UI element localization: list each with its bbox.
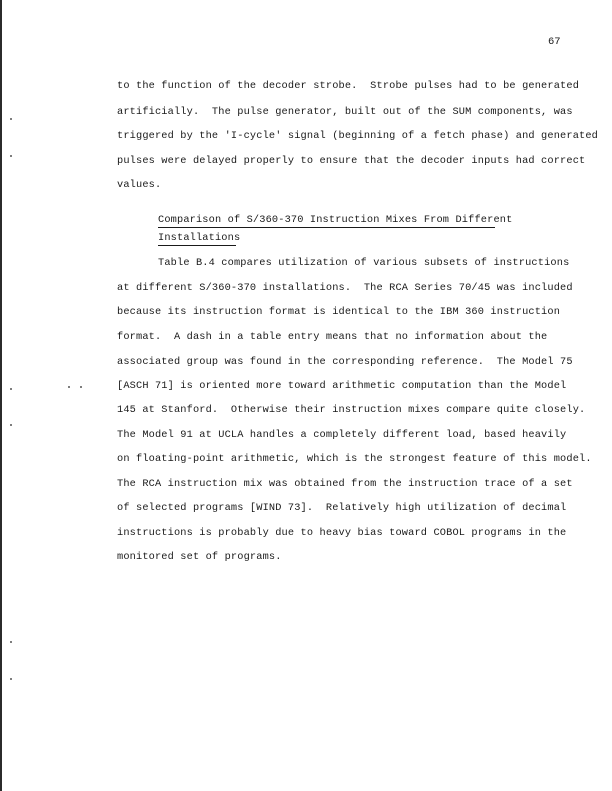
heading-underline: [158, 245, 236, 246]
body-text-line: to the function of the decoder strobe. Strobe pulses had to be generated: [117, 80, 580, 92]
scan-speck: [10, 118, 12, 120]
body-text-line: 145 at Stanford. Otherwise their instruction mixes compare quite closely.: [117, 404, 586, 416]
body-text-line: The RCA instruction mix was obtained from the instruction trace of a set: [117, 478, 573, 490]
body-text-line: The Model 91 at UCLA handles a completely different load, based heavily: [117, 429, 567, 441]
section-heading: Comparison of S/360-370 Instruction Mixes From Different: [158, 214, 513, 226]
body-text-line: [ASCH 71] is oriented more toward arithmetic computation than the Model: [117, 380, 567, 392]
body-text-line: format. A dash in a table entry means that no information about the: [117, 331, 548, 343]
scan-speck: [80, 386, 82, 388]
body-text-line: of selected programs [WIND 73]. Relatively high utilization of decimal: [117, 502, 567, 514]
body-text-line: on floating-point arithmetic, which is the strongest feature of this model.: [117, 453, 592, 465]
body-text-line: artificially. The pulse generator, built out of the SUM components, was: [117, 106, 573, 118]
body-text-line: at different S/360-370 installations. The RCA Series 70/45 was included: [117, 282, 573, 294]
scan-speck: [10, 424, 12, 426]
scan-speck: [10, 388, 12, 390]
body-text-line: triggered by the 'I-cycle' signal (beginning of a fetch phase) and generated: [117, 130, 599, 142]
body-text-line: instructions is probably due to heavy bias toward COBOL programs in the: [117, 527, 567, 539]
heading-underline: [158, 227, 495, 228]
body-text-line: Table B.4 compares utilization of various subsets of instructions: [158, 257, 570, 269]
page-binding-edge: [0, 0, 2, 791]
scan-speck: [10, 155, 12, 157]
body-text-line: pulses were delayed properly to ensure that the decoder inputs had correct: [117, 155, 586, 167]
scan-speck: [10, 678, 12, 680]
body-text-line: monitored set of programs.: [117, 551, 282, 563]
body-text-line: values.: [117, 179, 162, 191]
scan-speck: [10, 641, 12, 643]
section-heading: Installations: [158, 232, 241, 244]
scan-speck: [68, 386, 70, 388]
body-text-line: associated group was found in the corresponding reference. The Model 75: [117, 356, 573, 368]
body-text-line: because its instruction format is identical to the IBM 360 instruction: [117, 306, 561, 318]
page-number: 67: [548, 36, 561, 48]
